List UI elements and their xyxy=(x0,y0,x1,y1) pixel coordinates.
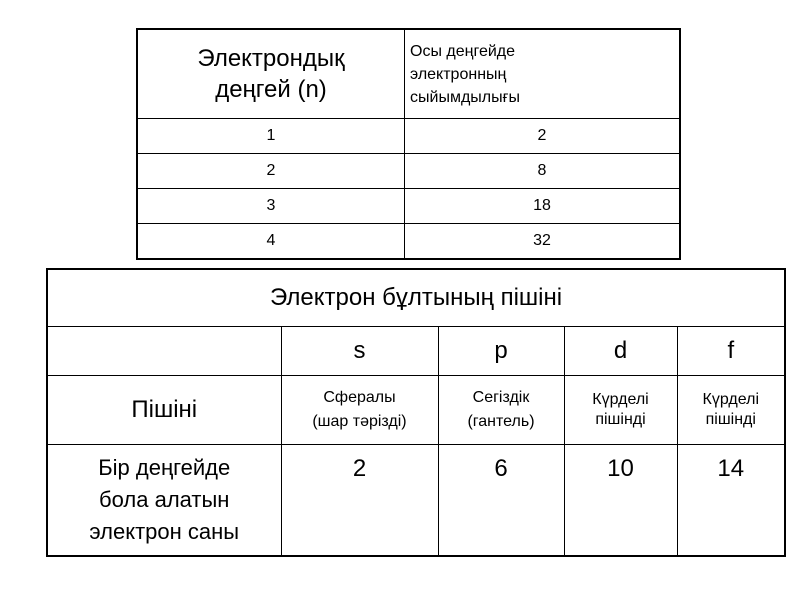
capacity-cell: 2 xyxy=(405,119,681,154)
table-row xyxy=(137,224,680,260)
count-d: 10 xyxy=(564,445,677,557)
count-s: 2 xyxy=(281,445,438,557)
table-row xyxy=(137,119,680,154)
shape-label: Пішіні xyxy=(47,376,281,445)
capacity-cell: 18 xyxy=(405,189,681,224)
table-title: Электрон бұлтының пішіні xyxy=(47,269,785,327)
shape-f: Күрделі пішінді xyxy=(677,376,785,445)
orbital-f: f xyxy=(677,327,785,376)
level-cell: 3 xyxy=(137,189,405,224)
table-header-row xyxy=(137,29,680,119)
count-f: 14 xyxy=(677,445,785,557)
level-cell: 4 xyxy=(137,224,405,260)
orbital-p: p xyxy=(438,327,564,376)
capacity-header: Осы деңгейде электронның сыйымдылығы xyxy=(405,29,681,119)
shape-s: Сфералы (шар тәрізді) xyxy=(281,376,438,445)
empty-cell xyxy=(47,327,281,376)
shape-d: Күрделі пішінді xyxy=(564,376,677,445)
level-header: Электрондық деңгей (n) xyxy=(137,29,405,119)
orbital-row xyxy=(47,327,785,376)
count-row xyxy=(47,445,785,557)
table-row xyxy=(137,154,680,189)
count-label: Бір деңгейде бола алатын электрон саны xyxy=(47,445,281,557)
capacity-cell: 8 xyxy=(405,154,681,189)
orbital-s: s xyxy=(281,327,438,376)
shape-p: Сегіздік (гантель) xyxy=(438,376,564,445)
electron-level-capacity-table xyxy=(136,28,681,260)
shape-row xyxy=(47,376,785,445)
capacity-cell: 32 xyxy=(405,224,681,260)
orbital-d: d xyxy=(564,327,677,376)
count-p: 6 xyxy=(438,445,564,557)
table-row xyxy=(137,189,680,224)
level-cell: 1 xyxy=(137,119,405,154)
level-cell: 2 xyxy=(137,154,405,189)
table-title-row xyxy=(47,269,785,327)
orbital-shape-table xyxy=(46,268,786,557)
